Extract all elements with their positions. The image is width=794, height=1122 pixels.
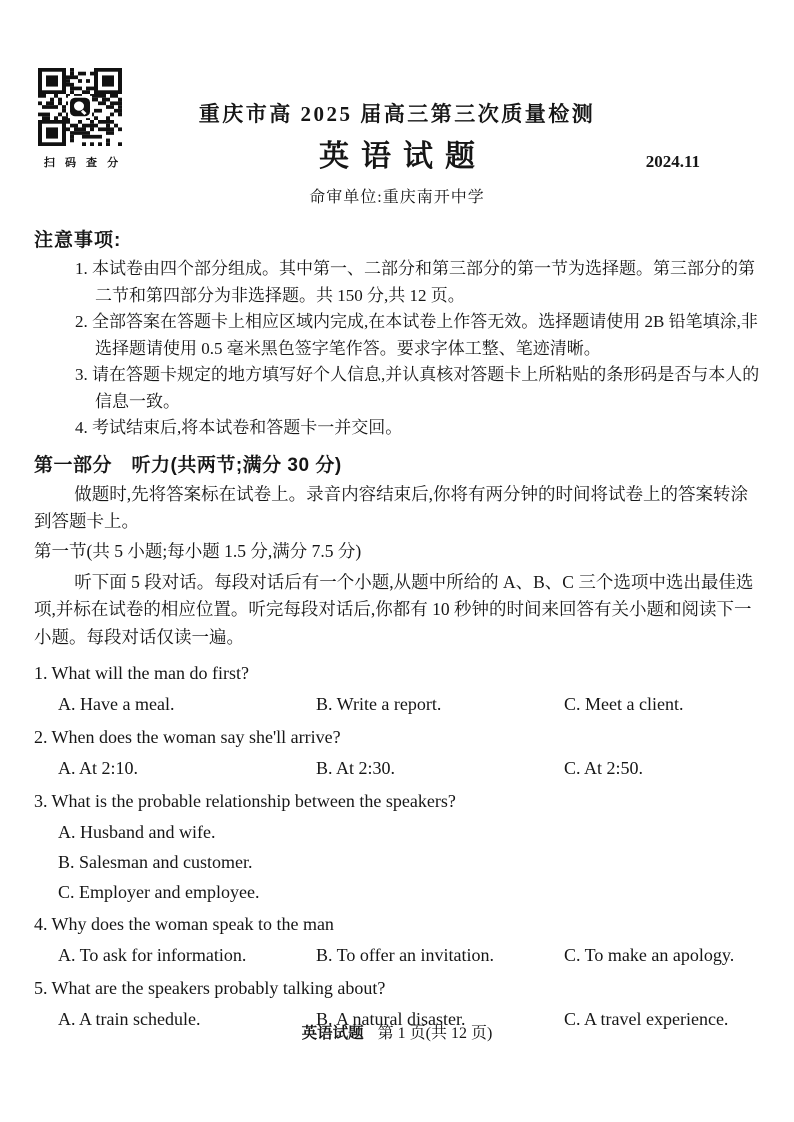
question-3-stem	[34, 786, 760, 817]
section1-intro: 听下面 5 段对话。每段对话后有一个小题,从题中所给的 A、B、C 三个选项中选出最佳选项,并标在试卷的相应位置。听完每段对话后,你都有 10 秒钟的时间来回答有关小题和阅读下一小题。每段对话仅读一遍。	[34, 571, 754, 647]
question-3-text: What is the probable relationship between the speakers?	[51, 791, 456, 811]
exam-date: 2024.11	[645, 152, 700, 171]
question-5-option-a: A. A train schedule.	[58, 1009, 201, 1029]
question-1	[34, 658, 760, 720]
question-2-number: 2.	[34, 727, 48, 747]
question-5-text: What are the speakers probably talking about?	[51, 978, 386, 998]
question-2-option-a: A. At 2:10.	[58, 758, 139, 778]
notice-list	[34, 256, 760, 442]
question-4-text: Why does the woman speak to the man	[51, 914, 334, 934]
question-5-option-c: C. A travel experience.	[564, 1009, 729, 1029]
paper-body	[0, 225, 794, 1035]
question-4-option-c: C. To make an apology.	[564, 945, 735, 965]
question-1-option-c: C. Meet a client.	[564, 694, 684, 714]
qr-code-icon	[38, 68, 122, 146]
footer-subject-label: 英语试题	[301, 1025, 364, 1042]
subject-title: 英语试题	[319, 140, 487, 173]
question-4-options	[34, 940, 760, 971]
notice-heading: 注意事项:	[34, 230, 122, 251]
question-3-number: 3.	[34, 791, 48, 811]
page-footer	[0, 1020, 794, 1043]
question-2-options	[34, 753, 760, 784]
notice-item-3: 3. 请在答题卡规定的地方填写好个人信息,并认真核对答题卡上所粘贴的条形码是否与本人的信息一致。	[75, 365, 760, 411]
question-2-stem	[34, 722, 760, 753]
notice-item-4: 4. 考试结束后,将本试卷和答题卡一并交回。	[75, 418, 403, 437]
part1-heading: 第一部分 听力(共两节;满分 30 分)	[34, 454, 342, 476]
question-3-option-b: B. Salesman and customer.	[58, 852, 253, 872]
question-2-option-c: C. At 2:50.	[564, 758, 644, 778]
question-1-stem	[34, 658, 760, 689]
question-2-text: When does the woman say she'll arrive?	[51, 727, 341, 747]
question-1-option-b: B. Write a report.	[316, 694, 442, 714]
issuer-line: 命审单位:重庆南开中学	[309, 189, 485, 206]
subject-line	[0, 138, 794, 176]
question-3-option-c: C. Employer and employee.	[58, 882, 260, 902]
notice-item-2: 2. 全部答案在答题卡上相应区域内完成,在本试卷上作答无效。选择题请使用 2B 铅笔填涂,非选择题请使用 0.5 毫米黑色签字笔作答。要求字体工整、笔迹清晰。	[75, 312, 758, 358]
qr-caption: 扫 码 查 分	[43, 157, 119, 169]
question-3-options	[34, 817, 760, 907]
section1-heading: 第一节(共 5 小题;每小题 1.5 分,满分 7.5 分)	[34, 540, 362, 561]
exam-title: 重庆市高 2025 届高三第三次质量检测	[198, 102, 596, 126]
question-4-number: 4.	[34, 914, 48, 934]
question-5-stem	[34, 973, 760, 1004]
question-1-number: 1.	[34, 663, 48, 683]
footer-page-number: 第 1 页(共 12 页)	[377, 1025, 493, 1042]
notice-item-1: 1. 本试卷由四个部分组成。其中第一、二部分和第三部分的第一节为选择题。第三部分的第二节和第四部分为非选择题。共 150 分,共 12 页。	[75, 259, 755, 305]
question-4-option-b: B. To offer an invitation.	[316, 945, 495, 965]
question-4-stem	[34, 909, 760, 940]
question-3	[34, 786, 760, 907]
question-4	[34, 909, 760, 971]
question-list	[34, 658, 760, 1035]
question-1-option-a: A. Have a meal.	[58, 694, 175, 714]
question-2	[34, 722, 760, 784]
question-1-options	[34, 689, 760, 720]
question-1-text: What will the man do first?	[51, 663, 249, 683]
question-5-option-b: B. A natural disaster.	[316, 1009, 466, 1029]
question-5-number: 5.	[34, 978, 48, 998]
question-3-option-a: A. Husband and wife.	[58, 822, 216, 842]
part1-intro: 做题时,先将答案标在试卷上。录音内容结束后,你将有两分钟的时间将试卷上的答案转涂到答题卡上。	[34, 483, 748, 531]
question-4-option-a: A. To ask for information.	[58, 945, 247, 965]
question-2-option-b: B. At 2:30.	[316, 758, 396, 778]
